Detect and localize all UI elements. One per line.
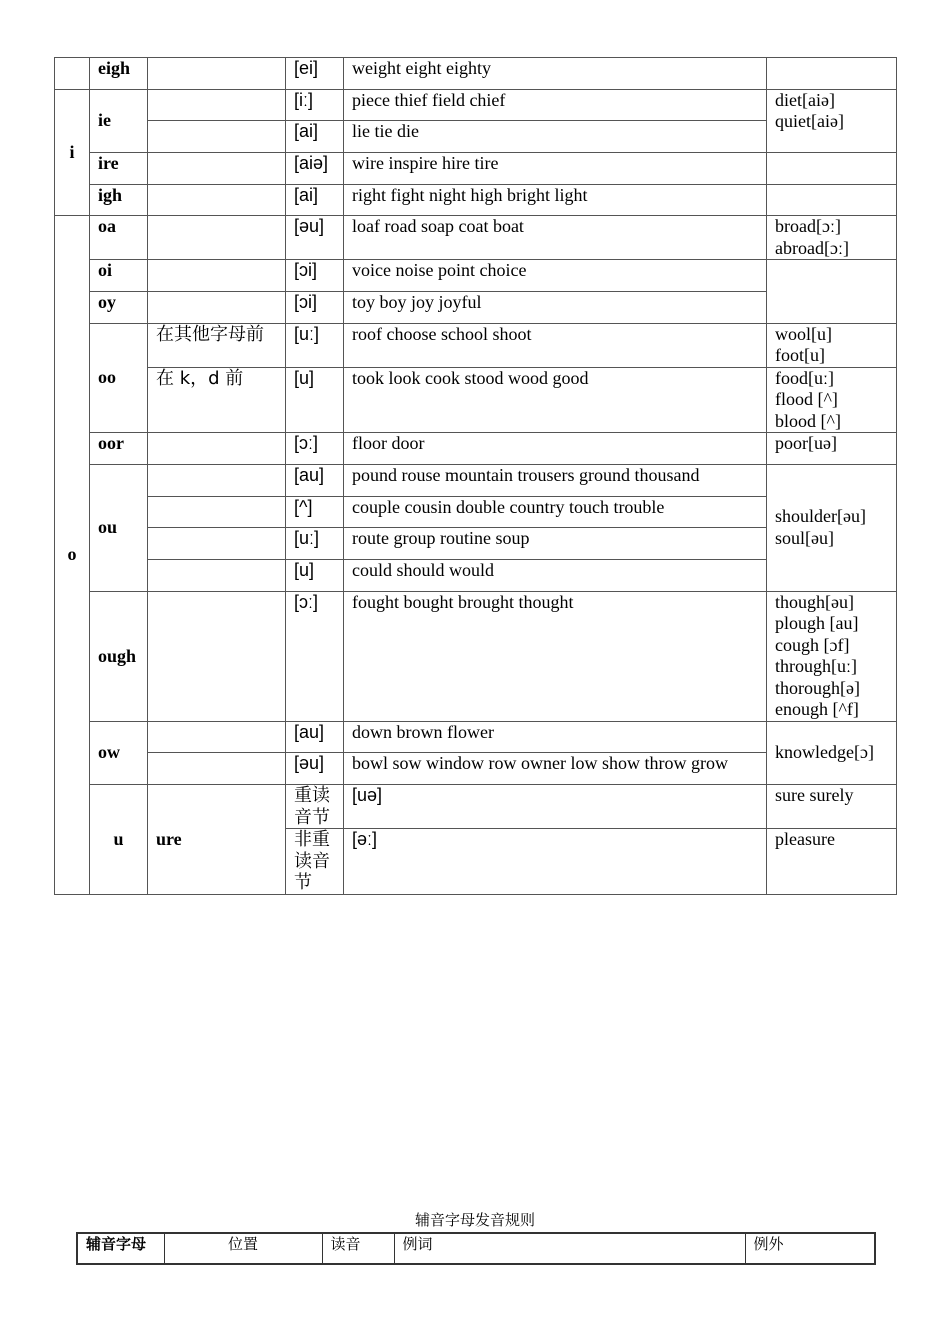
ipa-cell: [ɔː] [286,433,344,465]
examples-cell: sure surely [767,785,897,829]
letter-cell: u [90,785,148,895]
examples-cell: weight eight eighty [344,58,767,90]
exception-item: wool[u] [775,323,832,344]
header-letter: 辅音字母 [77,1233,164,1264]
examples-cell: roof choose school shoot [344,323,767,367]
position-cell [148,433,286,465]
exception-item: poor[uə] [775,433,837,454]
exception-item: enough [^f] [775,699,859,720]
combo-cell: oa [90,216,148,260]
combo-cell: ou [90,465,148,592]
header-sound: 读音 [322,1233,394,1264]
examples-cell: floor door [344,433,767,465]
exception-item: flood [^] [775,389,838,410]
examples-cell: wire inspire hire tire [344,153,767,185]
header-exceptions: 例外 [745,1233,875,1264]
position-cell [148,528,286,560]
position-cell [148,216,286,260]
exception-item: shoulder[əu] [775,506,866,527]
position-cell [148,292,286,324]
combo-cell: ie [90,89,148,152]
examples-cell: couple cousin double country touch trouble [344,496,767,528]
table-row [55,260,897,292]
exception-item: through[uː] [775,656,857,677]
exceptions-cell [767,153,897,185]
position-cell: 在其他字母前 [148,323,286,367]
ipa-cell: [au] [286,465,344,497]
combo-cell: oy [90,292,148,324]
letter-cell [55,58,90,90]
exception-item: abroad[ɔː] [775,237,849,258]
exceptions-cell [767,58,897,90]
ipa-cell: [au] [286,721,344,753]
position-cell [148,465,286,497]
table-row [55,184,897,216]
combo-cell: oor [90,433,148,465]
ipa-cell: [ɔː] [286,591,344,721]
examples-cell: loaf road soap coat boat [344,216,767,260]
examples-cell: voice noise point choice [344,260,767,292]
position-cell: 非重读音节 [286,829,344,895]
position-cell [148,721,286,753]
ipa-cell: [ɔi] [286,292,344,324]
letter-cell: o [55,216,90,894]
position-cell [148,89,286,121]
consonant-table-header [76,1232,876,1265]
exception-item: quiet[aiə] [775,111,844,132]
exceptions-cell [767,591,897,721]
position-cell [148,560,286,592]
combo-cell: oi [90,260,148,292]
exception-item: knowledge[ɔ] [775,742,874,763]
combo-cell: eigh [90,58,148,90]
position-cell [148,496,286,528]
header-examples: 例词 [394,1233,745,1264]
exception-item: blood [^] [775,410,841,431]
exception-item: foot[u] [775,345,825,366]
table-row [55,591,897,721]
ipa-cell: [aiə] [286,153,344,185]
examples-cell: took look cook stood wood good [344,367,767,433]
ipa-cell: [u] [286,560,344,592]
exception-item: plough [au] [775,613,859,634]
ipa-cell: [əu] [286,753,344,785]
exceptions-cell [767,433,897,465]
exceptions-cell [767,465,897,592]
examples-cell: piece thief field chief [344,89,767,121]
position-cell [148,58,286,90]
ipa-cell: [ei] [286,58,344,90]
examples-cell: pound rouse mountain trousers ground thousand [344,465,767,497]
examples-cell: could should would [344,560,767,592]
table-row [55,58,897,90]
position-cell [148,260,286,292]
position-cell [148,591,286,721]
exception-item: soul[əu] [775,527,834,548]
combo-cell: ire [90,153,148,185]
exceptions-cell [767,367,897,433]
examples-cell: route group routine soup [344,528,767,560]
header-row [77,1233,875,1264]
examples-cell: down brown flower [344,721,767,753]
ipa-cell: [ɔi] [286,260,344,292]
table-row [55,433,897,465]
combo-cell: ure [148,785,286,895]
exception-item: though[əu] [775,591,854,612]
combo-cell: ow [90,721,148,784]
table-row [55,785,897,829]
table-row [55,153,897,185]
table-row [55,323,897,367]
exception-item: broad[ɔː] [775,216,841,237]
table-row [55,465,897,497]
position-cell [148,121,286,153]
header-position: 位置 [164,1233,322,1264]
examples-cell: right fight night high bright light [344,184,767,216]
ipa-cell: [əː] [344,829,767,895]
vowel-combination-table [54,57,897,895]
table-row [55,216,897,260]
table-row [55,89,897,121]
ipa-cell: [uː] [286,323,344,367]
examples-cell: fought bought brought thought [344,591,767,721]
ipa-cell: [əu] [286,216,344,260]
ipa-cell: [iː] [286,89,344,121]
position-cell: 在 k，d 前 [148,367,286,433]
combo-cell: igh [90,184,148,216]
exception-item: food[uː] [775,367,834,388]
examples-cell: toy boy joy joyful [344,292,767,324]
exceptions-cell [767,216,897,260]
position-cell [148,753,286,785]
consonant-section-title: 辅音字母发音规则 [414,1211,535,1229]
position-cell [148,184,286,216]
table-row [55,721,897,753]
examples-cell: pleasure [767,829,897,895]
position-cell [148,153,286,185]
exception-item: diet[aiə] [775,89,835,110]
examples-cell: bowl sow window row owner low show throw grow [344,753,767,785]
exception-item: thorough[ə] [775,677,860,698]
exceptions-cell [767,89,897,152]
exceptions-cell [767,184,897,216]
table-row [55,367,897,433]
combo-cell: ough [90,591,148,721]
ipa-cell: [uə] [344,785,767,829]
position-cell: 重读音节 [286,785,344,829]
ipa-cell: [uː] [286,528,344,560]
examples-cell: lie tie die [344,121,767,153]
exceptions-cell [767,323,897,367]
exceptions-cell [767,260,897,323]
ipa-cell: [ai] [286,121,344,153]
ipa-cell: [^] [286,496,344,528]
ipa-cell: [u] [286,367,344,433]
exceptions-cell [767,721,897,784]
combo-cell: oo [90,323,148,433]
ipa-cell: [ai] [286,184,344,216]
letter-cell: i [55,89,90,216]
exception-item: cough [ɔf] [775,634,850,655]
